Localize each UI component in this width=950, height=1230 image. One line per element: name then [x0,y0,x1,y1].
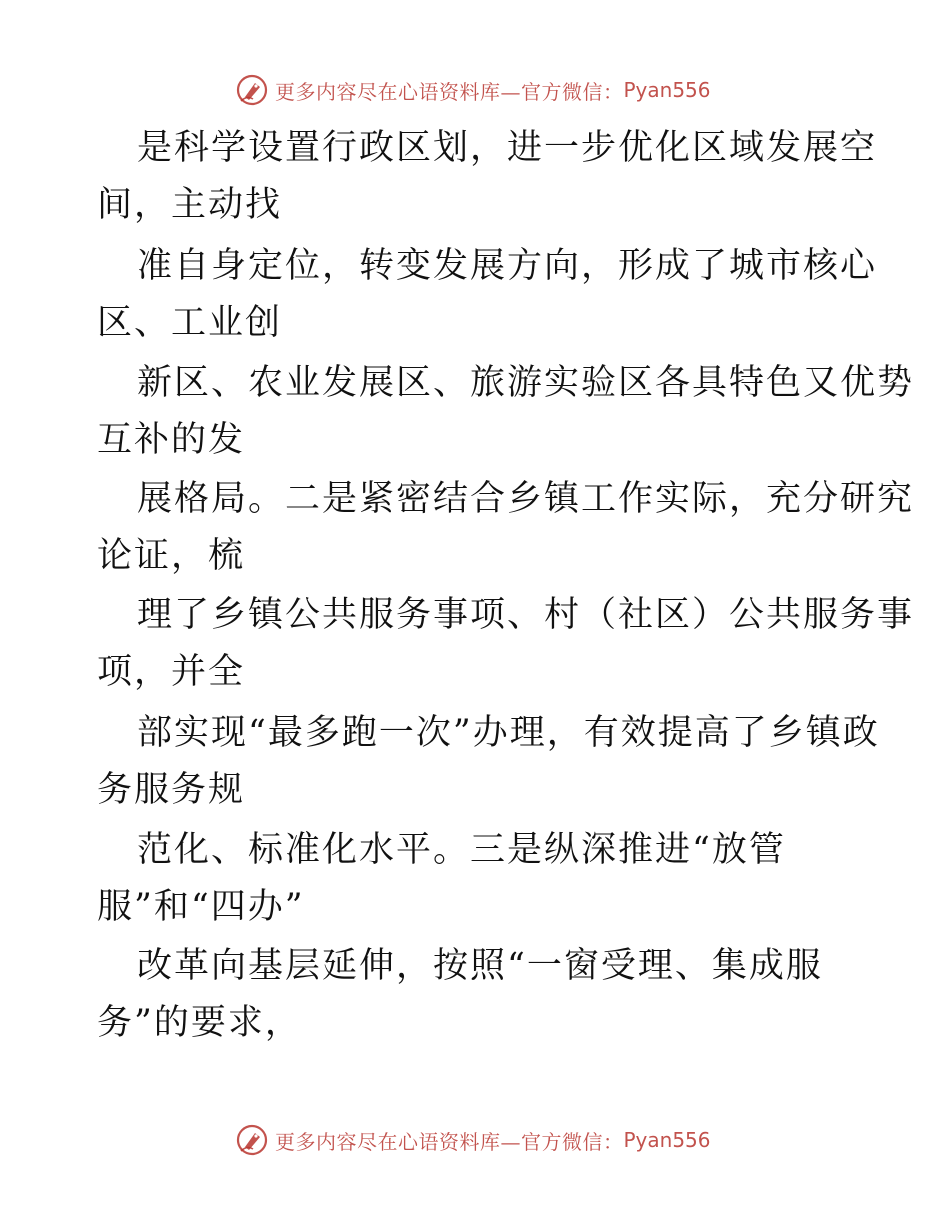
text-line: 部实现“最多跑一次”办理，有效提高了乡镇政 [137,713,880,753]
footer-watermark [235,1122,711,1158]
watermark-text: 更多内容尽在心语资料库—官方微信： [275,79,624,104]
text-line: 论证，梳 [97,536,246,576]
text-line: 间，主动找 [97,185,283,225]
text-line: 理了乡镇公共服务事项、村（社区）公共服务事 [137,595,915,635]
watermark-text: 更多内容尽在心语资料库—官方微信： [275,1129,624,1154]
watermark-wechat-id: Pyan556 [623,1128,711,1152]
text-line: 是科学设置行政区划，进一步优化区域发展空 [137,128,878,168]
text-line: 务”的要求， [97,1003,302,1043]
text-line: 新区、农业发展区、旅游实验区各具特色又优势 [137,363,915,403]
text-line: 互补的发 [97,420,246,460]
text-line: 准自身定位，转变发展方向，形成了城市核心 [137,246,878,286]
text-line: 范化、标准化水平。三是纵深推进“放管 [137,830,786,870]
pen-nib-seal-icon [235,1123,269,1157]
watermark-wechat-id: Pyan556 [623,78,711,102]
text-line: 改革向基层延伸，按照“一窗受理、集成服 [137,946,823,986]
text-line: 服”和“四办” [97,887,305,927]
text-line: 项，并全 [97,652,246,692]
text-line: 展格局。二是紧密结合乡镇工作实际，充分研究 [137,479,915,519]
text-line: 区、工业创 [97,303,283,343]
text-line: 务服务规 [97,770,246,810]
